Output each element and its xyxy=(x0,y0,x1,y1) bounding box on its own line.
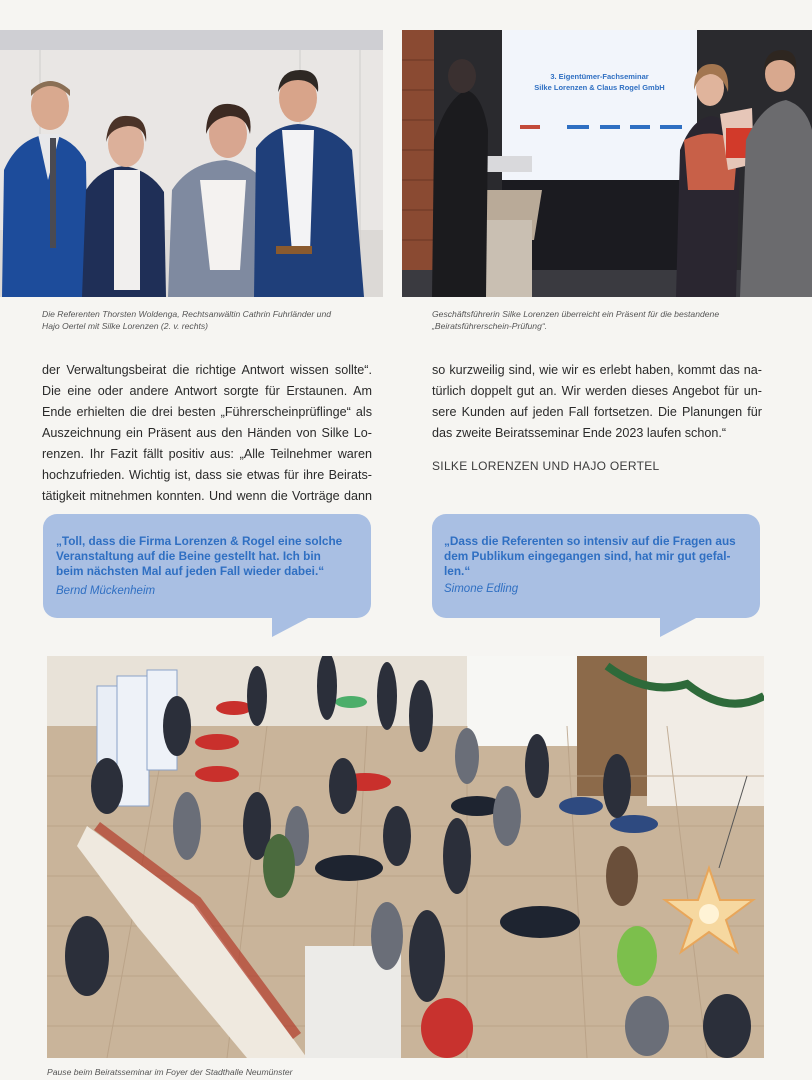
quote-text-2 xyxy=(444,534,736,579)
quote-line: dem Publikum eingegangen sind, hat mir gut gefal- xyxy=(444,549,731,563)
projection-screen-title: 3. Eigentümer-Fachseminar xyxy=(550,72,649,81)
projection-screen-subtitle: Silke Lorenzen & Claus Rogel GmbH xyxy=(534,83,665,92)
text-line: Ende erhielten die drei besten „Führerscheinprüflinge“ als xyxy=(42,405,372,419)
article-column-left xyxy=(42,360,372,507)
caption-line: „Beiratsführerschein-Prüfung“. xyxy=(432,321,548,331)
text-line: tätigkeit mitnehmen konnten. Und wenn die Vorträge dann xyxy=(42,489,372,503)
quote-author-2: Simone Edling xyxy=(444,583,519,595)
text-line: Die eine oder andere Antwort sorgte für Erstaunen. Am xyxy=(42,384,372,398)
article-column-right xyxy=(432,360,762,444)
quote-author-1: Bernd Mückenheim xyxy=(56,585,156,597)
quote-text-1 xyxy=(56,534,342,579)
text-line: so kurzweilig sind, wie wir es erlebt haben, kommt das na- xyxy=(432,363,762,377)
text-line: Auszeichnung ein Präsent aus den Händen von Silke Lo- xyxy=(42,426,372,440)
photo-gift-presentation xyxy=(402,30,812,297)
caption-line: Geschäftsführerin Silke Lorenzen überreicht ein Präsent für die bestandene xyxy=(432,309,720,319)
text-line: sere Kunden auf jeden Fall fortsetzen. Die Planungen für xyxy=(432,405,762,419)
quote-line: Veranstaltung auf die Beine gestellt hat. Ich bin xyxy=(56,549,321,563)
photo-speakers-group xyxy=(0,30,383,297)
text-line: der Verwaltungsbeirat die richtige Antwort wissen sollte“. xyxy=(42,363,372,377)
quote-line: len.“ xyxy=(444,564,471,578)
photo-foyer-break xyxy=(47,656,764,1058)
quote-line: „Dass die Referenten so intensiv auf die Fragen aus xyxy=(444,534,736,548)
article-signature: SILKE LORENZEN UND HAJO OERTEL xyxy=(432,459,660,473)
quote-tail-2 xyxy=(660,617,698,637)
caption-speakers-photo xyxy=(42,308,382,332)
quote-tail-1 xyxy=(272,617,310,637)
text-line: hochzufrieden. Wichtig ist, dass sie etwas für ihre Beirats- xyxy=(42,468,372,482)
caption-line: Die Referenten Thorsten Woldenga, Rechtsanwältin Cathrin Fuhrländer und xyxy=(42,309,332,319)
caption-foyer-photo: Pause beim Beiratsseminar im Foyer der Stadthalle Neumünster xyxy=(47,1067,293,1077)
text-line: renzen. Ihr Fazit fällt positiv aus: „Alle Teilnehmer waren xyxy=(42,447,372,461)
caption-gift-photo xyxy=(432,308,802,332)
caption-line: Hajo Oertel mit Silke Lorenzen (2. v. rechts) xyxy=(42,321,209,331)
quote-line: beim nächsten Mal auf jeden Fall wieder dabei.“ xyxy=(56,564,325,578)
text-line: das zweite Beiratsseminar Ende 2023 laufen schon.“ xyxy=(432,426,727,440)
text-line: türlich doppelt gut an. Wir werden dieses Angebot für un- xyxy=(432,384,762,398)
quote-line: „Toll, dass die Firma Lorenzen & Rogel eine solche xyxy=(56,534,343,548)
